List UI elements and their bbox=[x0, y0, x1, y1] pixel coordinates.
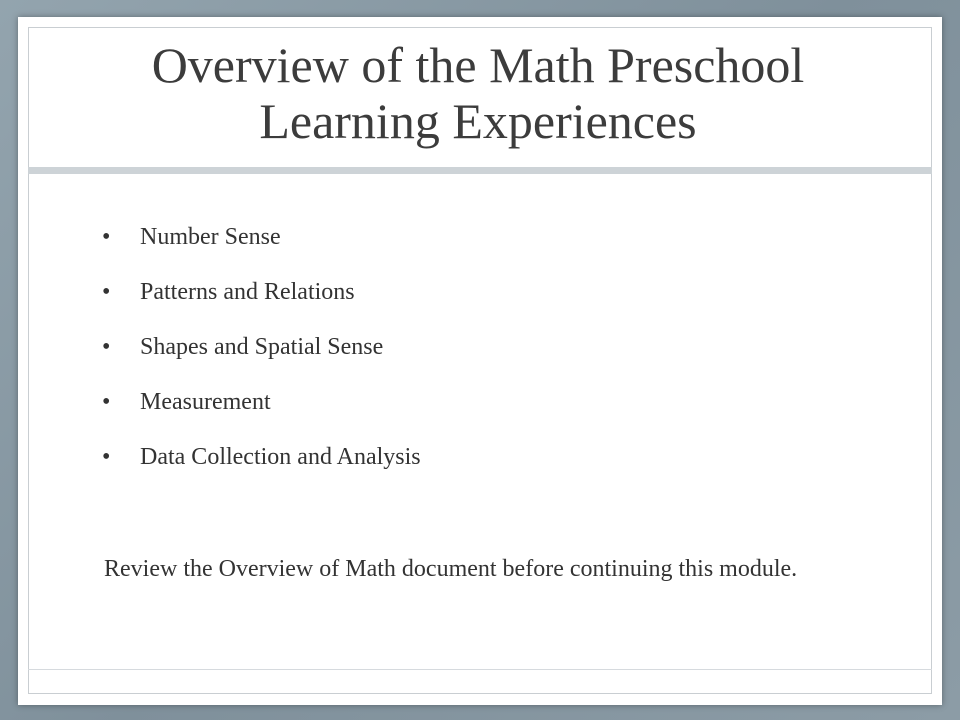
bullet-text: Shapes and Spatial Sense bbox=[140, 334, 384, 360]
bullet-list bbox=[102, 222, 421, 497]
slide-title-line-2: Learning Experiences bbox=[259, 93, 697, 149]
bullet-text: Measurement bbox=[140, 389, 271, 415]
title-divider bbox=[28, 167, 932, 174]
bullet-item bbox=[102, 442, 421, 472]
bullet-marker: • bbox=[102, 334, 111, 360]
bullet-item bbox=[102, 332, 421, 362]
slide bbox=[18, 17, 942, 705]
bullet-item bbox=[102, 222, 421, 252]
bullet-text: Number Sense bbox=[140, 224, 281, 250]
bullet-item bbox=[102, 277, 421, 307]
bullet-item bbox=[102, 387, 421, 417]
bullet-marker: • bbox=[102, 444, 111, 470]
slide-title bbox=[48, 37, 908, 149]
bullet-marker: • bbox=[102, 224, 111, 250]
bullet-marker: • bbox=[102, 389, 111, 415]
bullet-marker: • bbox=[102, 279, 111, 305]
bullet-text: Patterns and Relations bbox=[140, 279, 355, 305]
slide-title-line-1: Overview of the Math Preschool bbox=[151, 37, 805, 93]
footer-divider bbox=[28, 669, 932, 670]
bullet-text: Data Collection and Analysis bbox=[140, 444, 421, 470]
review-note: Review the Overview of Math document before continuing this module. bbox=[104, 556, 798, 582]
